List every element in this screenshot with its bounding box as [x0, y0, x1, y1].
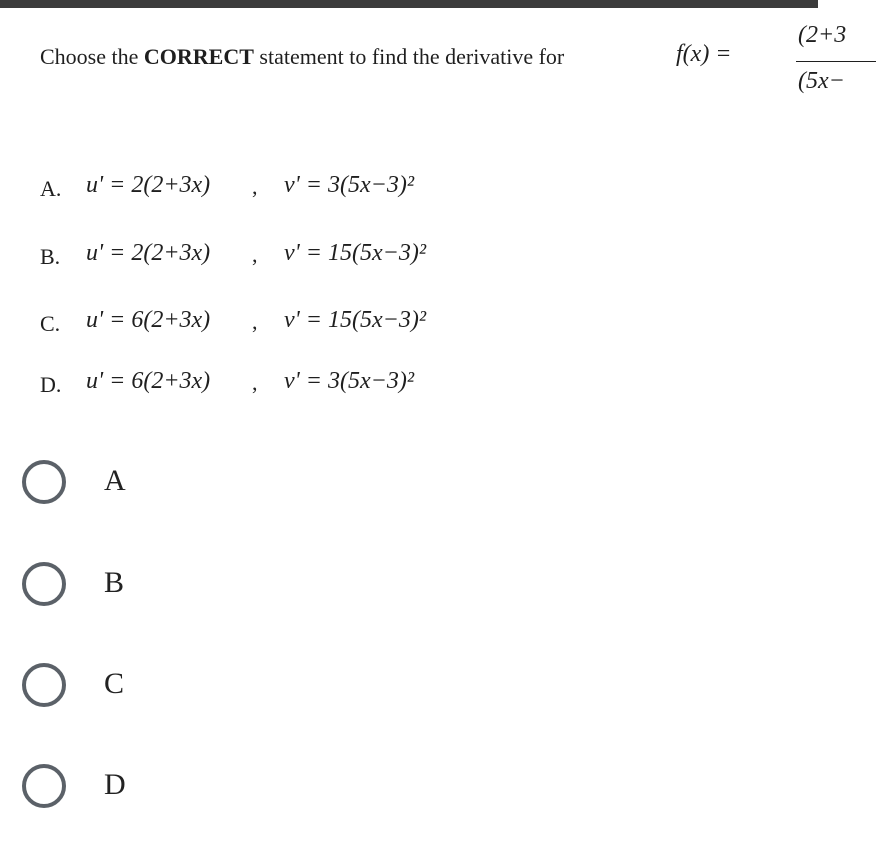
fraction-bar: [796, 61, 876, 62]
function-denominator: (5x−: [798, 68, 845, 94]
question-emphasis: CORRECT: [143, 44, 254, 69]
radio-button[interactable]: [22, 764, 66, 808]
separator: ,: [252, 309, 258, 334]
v-prime-expression: v' = 3(5x−3)²: [284, 172, 415, 198]
u-prime-expression: u' = 6(2+3x): [86, 307, 211, 333]
function-lhs: f(x) =: [676, 41, 732, 67]
u-prime-expression: u' = 2(2+3x): [86, 172, 211, 198]
answer-choice-b[interactable]: [20, 556, 320, 616]
u-prime-expression: u' = 6(2+3x): [86, 368, 211, 394]
v-prime-expression: v' = 15(5x−3)²: [284, 307, 427, 333]
separator: ,: [252, 242, 258, 267]
answer-choice-d[interactable]: [20, 758, 320, 818]
option-letter: B.: [40, 244, 61, 269]
choice-label[interactable]: A: [104, 464, 126, 497]
answer-choice-c[interactable]: [20, 657, 320, 717]
function-numerator: (2+3: [798, 22, 847, 48]
option-letter: D.: [40, 372, 62, 397]
question-prompt: [40, 22, 847, 106]
radio-button[interactable]: [22, 562, 66, 606]
u-prime-expression: u' = 2(2+3x): [86, 240, 211, 266]
question-text: Choose the CORRECT statement to find the derivative for: [40, 44, 565, 69]
choice-label[interactable]: D: [104, 768, 126, 801]
option-letter: A.: [40, 176, 62, 201]
option-letter: C.: [40, 311, 61, 336]
choice-label[interactable]: B: [104, 566, 125, 599]
top-bar: [0, 0, 818, 8]
answer-choice-a[interactable]: [20, 454, 320, 514]
separator: ,: [252, 174, 258, 199]
separator: ,: [252, 370, 258, 395]
v-prime-expression: v' = 3(5x−3)²: [284, 368, 415, 394]
choice-label[interactable]: C: [104, 667, 125, 700]
radio-button[interactable]: [22, 460, 66, 504]
radio-button[interactable]: [22, 663, 66, 707]
v-prime-expression: v' = 15(5x−3)²: [284, 240, 427, 266]
function-formula: [676, 22, 876, 106]
